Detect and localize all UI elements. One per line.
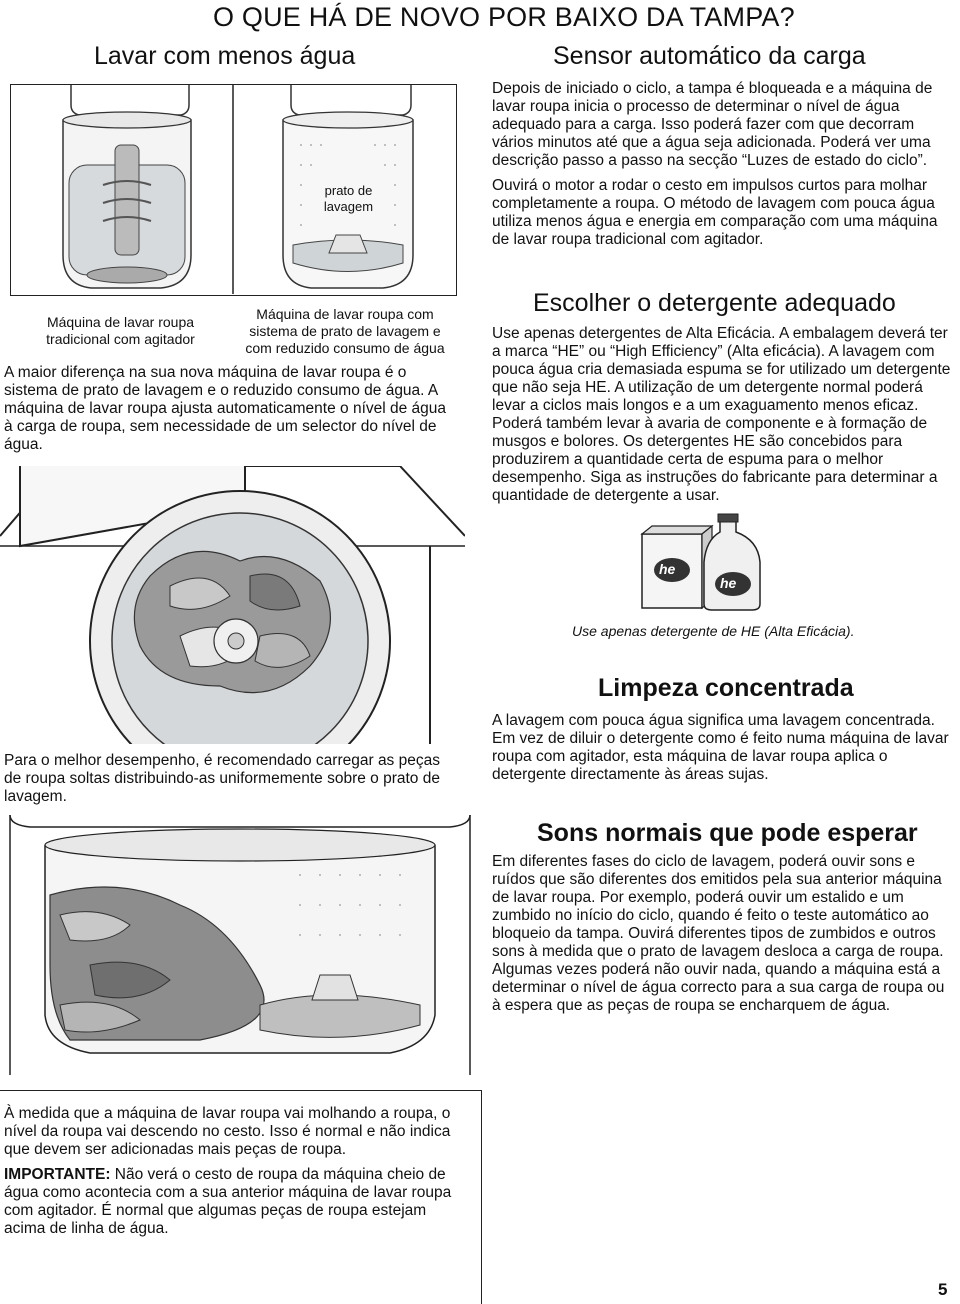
water-level-paragraph: À medida que a máquina de lavar roupa vai molhando a roupa, o nível da roupa vai descendo no cesto. Isso é normal e não indica que devem ser adicionadas mais peças de roupa. <box>4 1105 451 1158</box>
cleaning-paragraph: A lavagem com pouca água significa uma lavagem concentrada. Em vez de diluir o detergente como é feito numa máquina de lavar roupa com agitador, esta máquina de lavar roupa aplica o detergente directamente às áreas sujas. <box>492 712 949 783</box>
tub-clothes-illustration <box>0 815 480 1075</box>
detergent-caption: Use apenas detergente de HE (Alta Eficácia). <box>572 623 855 639</box>
washer-comparison-illustration <box>10 84 457 296</box>
section-title-cleaning: Limpeza concentrada <box>598 674 854 702</box>
page-number: 5 <box>938 1280 948 1299</box>
wash-plate-label: prato de lavagem <box>323 183 374 214</box>
important-paragraph <box>4 1166 464 1238</box>
detergent-paragraph: Use apenas detergentes de Alta Eficácia. A embalagem deverá ter a marca “HE” ou “High Efficiency” (Alta eficácia). A lavagem com pouca água cria demasiada espuma se for utilizado um detergente que não seja HE. A utilização de um detergente normal poderá levar a ciclos mais longos e a um exaguamento menos eficaz. Poderá também levar à avaria de componente e à formação de musgos e bolores. Os detergentes HE são concebidos para produzirem a quantidade certa de espuma para o melhor desempenho. Siga as instruções do fabricante para determinar a quantidade de detergente a usar. <box>492 325 951 504</box>
section-title-sensor: Sensor automático da carga <box>553 42 866 70</box>
he-logo-box: he <box>659 561 676 577</box>
sensor-paragraph-1: Depois de iniciado o ciclo, a tampa é bloqueada e a máquina de lavar roupa inicia o processo de determinar o nível de água adequado para a carga. Isso poderá fazer com que decorram vários minutos até que a água seja adicionada. Poderá ver uma descrição passo a passo na secção “Luzes de estado do ciclo”. <box>492 80 933 169</box>
tub-clothes-drawing <box>0 815 480 1075</box>
loaded-washer-illustration <box>0 466 465 744</box>
difference-paragraph: A maior diferença na sua nova máquina de lavar roupa é o sistema de prato de lavagem e o reduzido consumo de água. A máquina de lavar roupa ajusta automaticamente o nível de água à carga de roupa, sem necessidade de um selector do nível de água. <box>4 364 447 453</box>
caption-traditional-washer: Máquina de lavar roupa tradicional com agitador <box>46 314 195 347</box>
loaded-washer-drawing <box>0 466 465 744</box>
section-title-less-water: Lavar com menos água <box>94 42 356 70</box>
page-title: O QUE HÁ DE NOVO POR BAIXO DA TAMPA? <box>213 2 795 32</box>
section-title-detergent: Escolher o detergente adequado <box>533 289 896 317</box>
water-level-note-box <box>0 1090 482 1304</box>
load-paragraph: Para o melhor desempenho, é recomendado carregar as peças de roupa soltas distribuindo-as uniformemente sobre o prato de lavagem. <box>4 752 440 805</box>
sounds-paragraph: Em diferentes fases do ciclo de lavagem, poderá ouvir sons e ruídos que são diferentes dos emitidos pela sua anterior máquina de lavar roupa. Por exemplo, poderá ouvir um estalido e um zumbido no início do ciclo, quando é feito o teste automático ao bloqueio da tampa. Ouvirá diferentes tipos de zumbidos e outros sons à medida que o prato de lavagem desloca a carga de roupa. Algumas vezes poderá não ouvir nada, quando a máquina está a determinar o nível de água correcto para a sua carga de roupa ou à espera que as peças de roupa se encharquem de água. <box>492 853 945 1014</box>
section-title-sounds: Sons normais que pode esperar <box>537 819 918 847</box>
washer-tubs-drawing <box>11 85 455 294</box>
caption-wash-plate-washer: Máquina de lavar roupa com sistema de prato de lavagem e com reduzido consumo de água <box>245 306 445 356</box>
important-text: Não verá o cesto de roupa da máquina cheio de água como acontecia com a sua anterior máquina de lavar roupa com agitador. É normal que algumas peças de roupa estejam acima de linha de água. <box>4 1166 452 1237</box>
sensor-paragraph-2: Ouvirá o motor a rodar o cesto em impulsos curtos para molhar completamente a roupa. O método de lavagem com pouca água utiliza menos água e energia em comparação com uma máquina de lavar roupa tradicional com agitador. <box>492 177 938 248</box>
important-label: IMPORTANTE: <box>4 1166 111 1183</box>
he-logo-bottle: he <box>720 575 737 591</box>
he-detergent-illustration <box>638 512 778 612</box>
